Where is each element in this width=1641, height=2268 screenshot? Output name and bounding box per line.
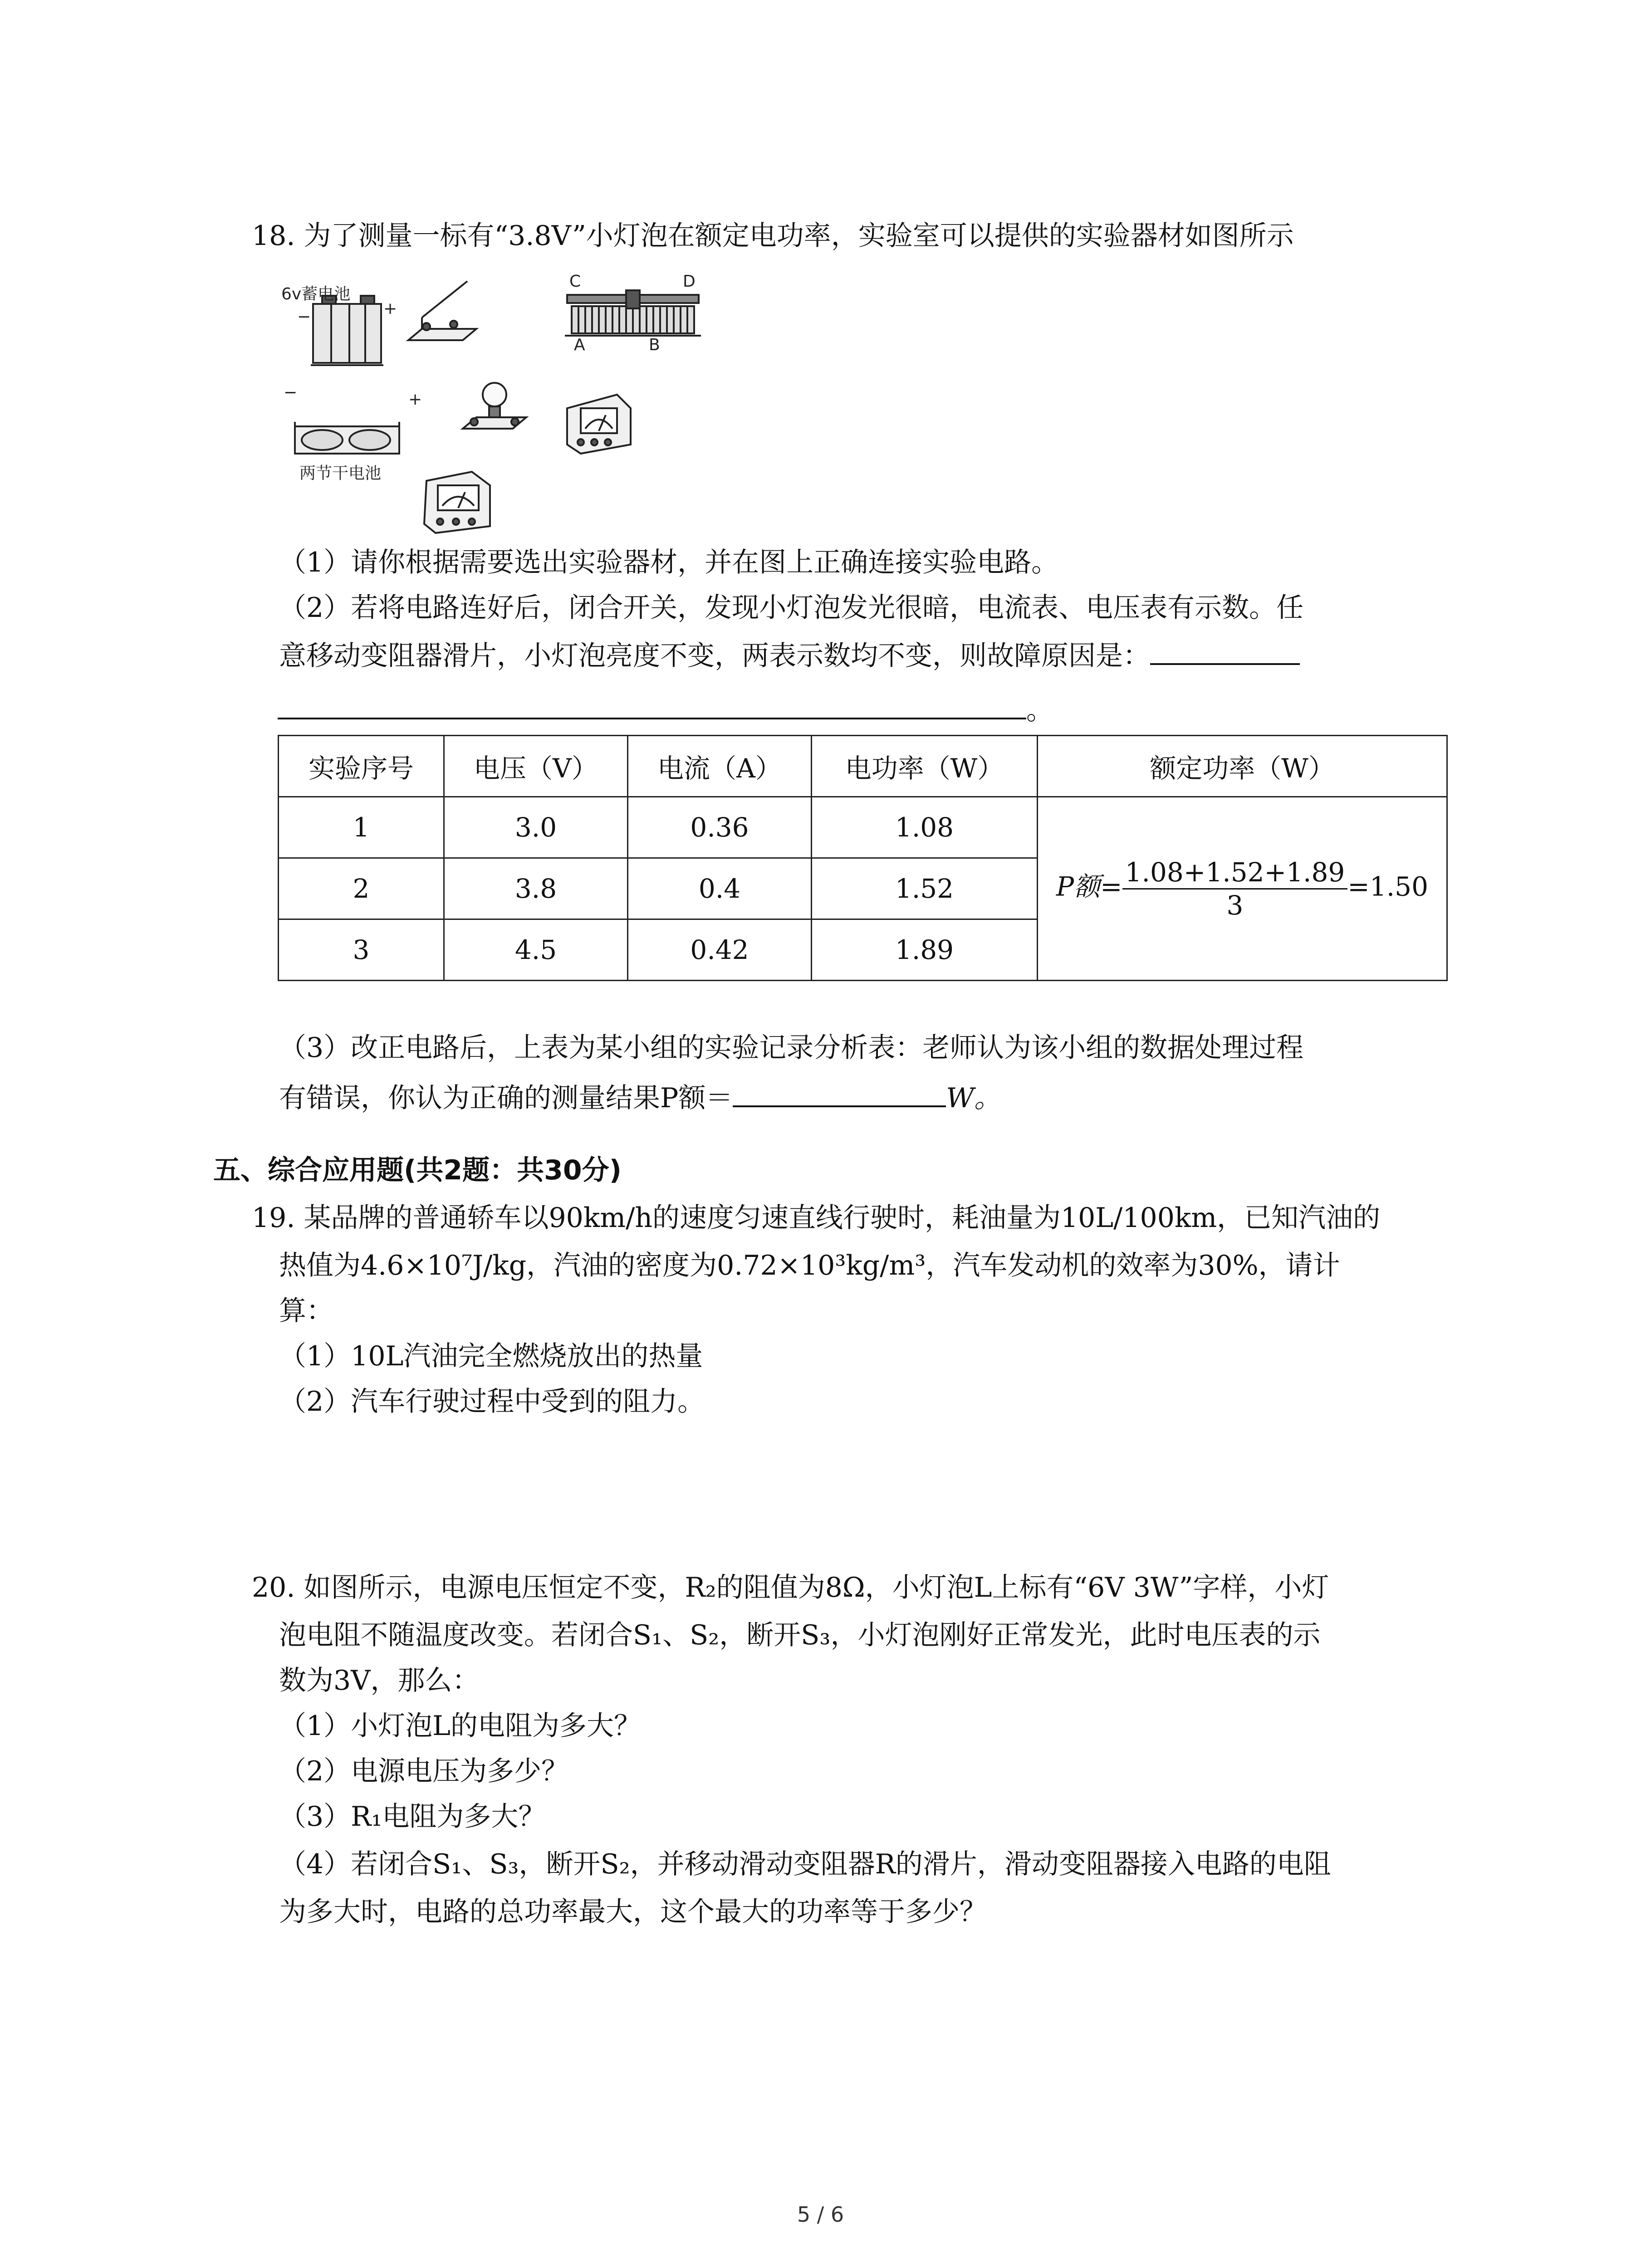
q20-sub3: （3）R₁电阻为多大？ <box>279 1801 546 1833</box>
cell-voltage: 3.8 <box>444 858 628 919</box>
q19-line3: 算： <box>279 1295 333 1327</box>
experiment-table <box>278 735 1448 981</box>
q20-line2: 泡电阻不随温度改变。若闭合S₁、S₂，断开S₃，小灯泡刚好正常发光，此时电压表的示 <box>279 1619 1321 1651</box>
cell-index: 1 <box>279 797 444 858</box>
rheostat-label-d: D <box>683 272 696 291</box>
cell-power: 1.08 <box>812 797 1038 858</box>
fault-answer-blank-1[interactable] <box>1150 635 1300 665</box>
voltmeter-icon <box>424 472 490 533</box>
section-5-heading: 五、综合应用题(共2题：共30分) <box>213 1154 622 1186</box>
q18-part3-line2 <box>279 1077 1459 1116</box>
q19-line1 <box>252 1200 1431 1236</box>
cell-index: 3 <box>279 919 444 981</box>
header-power: 电功率（W） <box>812 736 1038 797</box>
drycell-plus-label: + <box>408 390 422 409</box>
battery-6v-icon <box>311 296 383 365</box>
q18-part2-line2 <box>279 635 1459 674</box>
q20-sub2: （2）电源电压为多少？ <box>279 1755 569 1787</box>
apparatus-figure <box>272 272 726 553</box>
rheostat-icon <box>565 290 701 336</box>
q18-part2-line3 <box>278 689 1457 728</box>
rated-power-cell <box>1038 797 1447 981</box>
table-header-row <box>279 736 1447 797</box>
rated-fraction <box>1122 856 1348 921</box>
q18-part2-period: 。 <box>1026 694 1053 726</box>
q20-sub4-line1: （4）若闭合S₁、S₃，断开S₂，并移动滑动变阻器R的滑片，滑动变阻器接入电路的电阻 <box>279 1848 1331 1880</box>
q20-line3: 数为3V，那么： <box>279 1665 480 1696</box>
cell-current: 0.36 <box>628 797 812 858</box>
rheostat-label-c: C <box>569 272 581 291</box>
q18-part2-text: 意移动变阻器滑片，小灯泡亮度不变，两表示数均不变，则故障原因是： <box>279 640 1150 672</box>
cell-current: 0.4 <box>628 858 812 919</box>
rated-rhs: =1.50 <box>1347 871 1428 902</box>
rheostat-label-a: A <box>574 336 585 354</box>
q18-number: 18. <box>252 220 295 252</box>
q18-part3-unit: W。 <box>946 1082 1002 1114</box>
fault-answer-blank-2[interactable] <box>278 689 1026 719</box>
battery-minus-label: − <box>297 308 311 326</box>
rheostat-label-b: B <box>649 336 660 354</box>
header-voltage: 电压（V） <box>444 736 628 797</box>
q19-sub2: （2）汽车行驶过程中受到的阻力。 <box>279 1386 705 1418</box>
q18-stem-line <box>252 218 1431 254</box>
battery-6v-label: 6v蓄电池 <box>281 285 351 303</box>
q20-number: 20. <box>252 1572 295 1603</box>
q20-sub1: （1）小灯泡L的电阻为多大？ <box>279 1710 642 1742</box>
header-current: 电流（A） <box>628 736 812 797</box>
q20-line1 <box>252 1569 1431 1606</box>
cell-power: 1.52 <box>812 858 1038 919</box>
q18-stem: 为了测量一标有“3.8V”小灯泡在额定电功率，实验室可以提供的实验器材如图所示 <box>304 220 1294 252</box>
dry-cells-label: 两节干电池 <box>299 464 382 483</box>
rated-lhs: P额= <box>1056 871 1122 902</box>
cell-current: 0.42 <box>628 919 812 981</box>
rated-numerator: 1.08+1.52+1.89 <box>1122 856 1348 890</box>
header-rated-power: 额定功率（W） <box>1038 736 1447 797</box>
table-row <box>279 797 1447 858</box>
header-index: 实验序号 <box>279 736 444 797</box>
drycell-minus-label: − <box>284 383 298 402</box>
q18-part3-text: 有错误，你认为正确的测量结果P额＝ <box>279 1082 733 1114</box>
q19-sub1: （1）10L汽油完全燃烧放出的热量 <box>279 1340 703 1372</box>
apparatus-drawing <box>272 272 726 553</box>
rated-denominator: 3 <box>1226 890 1244 921</box>
page-number: 5 / 6 <box>797 2202 844 2227</box>
switch-icon <box>408 281 476 340</box>
cell-voltage: 3.0 <box>444 797 628 858</box>
q20-text-1: 如图所示，电源电压恒定不变，R₂的阻值为8Ω，小灯泡L上标有“6V 3W”字样，小灯 <box>304 1572 1329 1603</box>
q19-text-1: 某品牌的普通轿车以90km/h的速度匀速直线行驶时，耗油量为10L/100km，已知汽油的 <box>304 1202 1381 1234</box>
q20-sub4-line2: 为多大时，电路的总功率最大，这个最大的功率等于多少？ <box>279 1896 987 1928</box>
ammeter-icon <box>567 395 631 454</box>
cell-power: 1.89 <box>812 919 1038 981</box>
cell-voltage: 4.5 <box>444 919 628 981</box>
rated-power-answer-blank[interactable] <box>733 1077 946 1107</box>
lamp-icon <box>463 383 526 429</box>
q19-line2: 热值为4.6×10⁷J/kg，汽油的密度为0.72×10³kg/m³，汽车发动机的效率为30%，请计 <box>279 1250 1340 1281</box>
q18-part2-line1: （2）若将电路连好后，闭合开关，发现小灯泡发光很暗，电流表、电压表有示数。任 <box>279 592 1304 624</box>
q19-number: 19. <box>252 1202 295 1234</box>
battery-plus-label: + <box>383 299 397 318</box>
q18-part1: （1）请你根据需要选出实验器材，并在图上正确连接实验电路。 <box>279 547 1059 578</box>
dry-cells-icon <box>295 422 399 454</box>
q18-part3-line1: （3）改正电路后，上表为某小组的实验记录分析表：老师认为该小组的数据处理过程 <box>279 1032 1304 1064</box>
cell-index: 2 <box>279 858 444 919</box>
